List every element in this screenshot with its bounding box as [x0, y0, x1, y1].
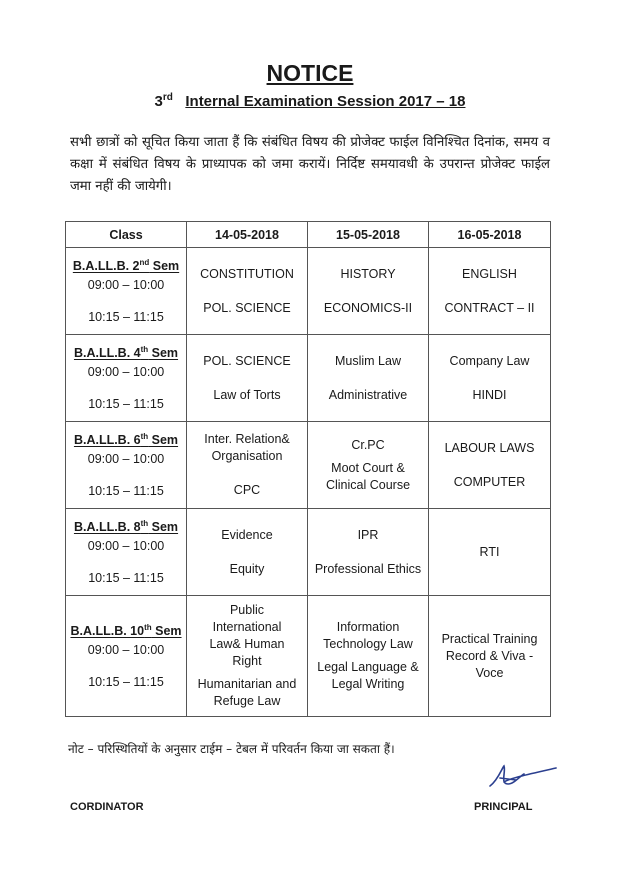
subject-cell: [429, 248, 551, 335]
subject-slot-1: Muslim Law: [335, 353, 401, 368]
subject-cell: [187, 422, 308, 509]
table-row: [66, 509, 551, 596]
subject-cell: [187, 509, 308, 596]
subject-slot-1: RTI: [479, 544, 500, 559]
subject-slot-2: CPC: [233, 483, 261, 497]
subject-slot-2: Moot Court & Clinical Course: [325, 460, 411, 492]
time-slot-1: 09:00 – 10:00: [87, 364, 165, 379]
notice-paragraph: सभी छात्रों को सूचित किया जाता हैं कि संबंधित विषय की प्रोजेक्ट फाईल विनिश्चित दिनांक, समय व कक्षा में संबंधित विषय के प्राध्यापक को जमा करायें। निर्दिष्ट समयावधी के उपरान्त प्रोजेक्ट फाईल जमा नहीं की जायेगी।: [70, 135, 550, 194]
table-row: [66, 335, 551, 422]
subject-cell: [187, 248, 308, 335]
subject-slot-2: COMPUTER: [453, 474, 526, 489]
subject-slot-2: Equity: [229, 561, 265, 576]
class-cell: [66, 596, 187, 717]
subject-slot-2: Legal Language & Legal Writing: [317, 660, 419, 691]
time-slot-1: 09:00 – 10:00: [87, 451, 165, 466]
class-cell: [66, 422, 187, 509]
time-slot-2: 10:15 – 11:15: [88, 309, 164, 324]
table-row: [66, 248, 551, 335]
header-date-3: 16-05-2018: [429, 222, 551, 248]
subject-slot-2: CONTRACT – II: [444, 300, 535, 315]
subject-cell: [429, 596, 551, 717]
subject-cell: [308, 509, 429, 596]
note-text: नोट – परिस्थितियों के अनुसार टाईम – टेबल में परिवर्तन किया जा सकता हैं।: [68, 742, 395, 756]
class-name: B.A.LL.B. 2nd Sem: [72, 258, 180, 274]
time-slot-2: 10:15 – 11:15: [88, 570, 164, 585]
subject-slot-1: ENGLISH: [462, 266, 517, 281]
subject-cell: [187, 596, 308, 717]
subject-slot-1: Practical Training Record & Viva - Voce: [441, 631, 538, 680]
class-name: B.A.LL.B. 8th Sem: [73, 519, 179, 535]
subject-cell: [308, 248, 429, 335]
subject-slot-2: Law of Torts: [213, 387, 281, 402]
header-date-1: 14-05-2018: [187, 222, 308, 248]
time-slot-2: 10:15 – 11:15: [88, 674, 164, 689]
subject-slot-2: Professional Ethics: [314, 561, 422, 576]
subject-slot-2: HINDI: [472, 387, 507, 402]
header-date-2: 15-05-2018: [308, 222, 429, 248]
header-class: Class: [66, 222, 187, 248]
subject-slot-1: LABOUR LAWS: [444, 440, 535, 455]
subtitle-ordinal-suffix: rd: [162, 92, 173, 103]
time-slot-1: 09:00 – 10:00: [87, 538, 165, 553]
class-name: B.A.LL.B. 10th Sem: [70, 623, 182, 639]
subtitle-text: Internal Examination Session 2017 – 18: [185, 93, 466, 110]
class-name: B.A.LL.B. 6th Sem: [73, 432, 179, 448]
subject-cell: [308, 422, 429, 509]
subject-slot-1: Evidence: [221, 527, 273, 542]
subject-slot-1: Company Law: [449, 353, 530, 368]
subject-slot-1: IPR: [357, 527, 379, 542]
subject-cell: [187, 335, 308, 422]
subject-slot-1: POL. SCIENCE: [203, 353, 291, 368]
table-row: [66, 596, 551, 717]
subtitle-ordinal: 3: [154, 93, 163, 110]
subject-slot-1: HISTORY: [340, 266, 396, 281]
principal-label: PRINCIPAL: [474, 801, 533, 813]
subject-slot-1: Information Technology Law: [323, 620, 413, 651]
subject-cell: [429, 422, 551, 509]
class-cell: [66, 509, 187, 596]
notice-title: NOTICE: [266, 60, 354, 86]
subject-cell: [429, 335, 551, 422]
subject-slot-2: Humanitarian and Refuge Law: [197, 677, 297, 708]
principal-signature: [480, 760, 560, 796]
subject-slot-1: Cr.PC: [351, 437, 385, 452]
subject-slot-1: CONSTITUTION: [200, 266, 294, 281]
class-cell: [66, 248, 187, 335]
time-slot-2: 10:15 – 11:15: [88, 396, 164, 411]
subject-slot-1: Inter. Relation& Organisation: [204, 432, 290, 463]
exam-schedule-table: [65, 221, 551, 717]
notice-subtitle: [0, 92, 620, 110]
subject-slot-1: Public International Law& Human Right: [209, 603, 285, 668]
subject-cell: [308, 596, 429, 717]
subject-slot-2: POL. SCIENCE: [203, 300, 291, 315]
table-header-row: [66, 222, 551, 248]
coordinator-label: CORDINATOR: [70, 801, 144, 813]
time-slot-1: 09:00 – 10:00: [87, 277, 165, 292]
table-row: [66, 422, 551, 509]
subject-slot-2: Administrative: [328, 387, 408, 402]
class-cell: [66, 335, 187, 422]
time-slot-1: 09:00 – 10:00: [87, 642, 165, 657]
subject-slot-2: ECONOMICS-II: [323, 300, 413, 315]
subject-cell: [308, 335, 429, 422]
subject-cell: [429, 509, 551, 596]
class-name: B.A.LL.B. 4th Sem: [73, 345, 179, 361]
time-slot-2: 10:15 – 11:15: [88, 483, 164, 498]
